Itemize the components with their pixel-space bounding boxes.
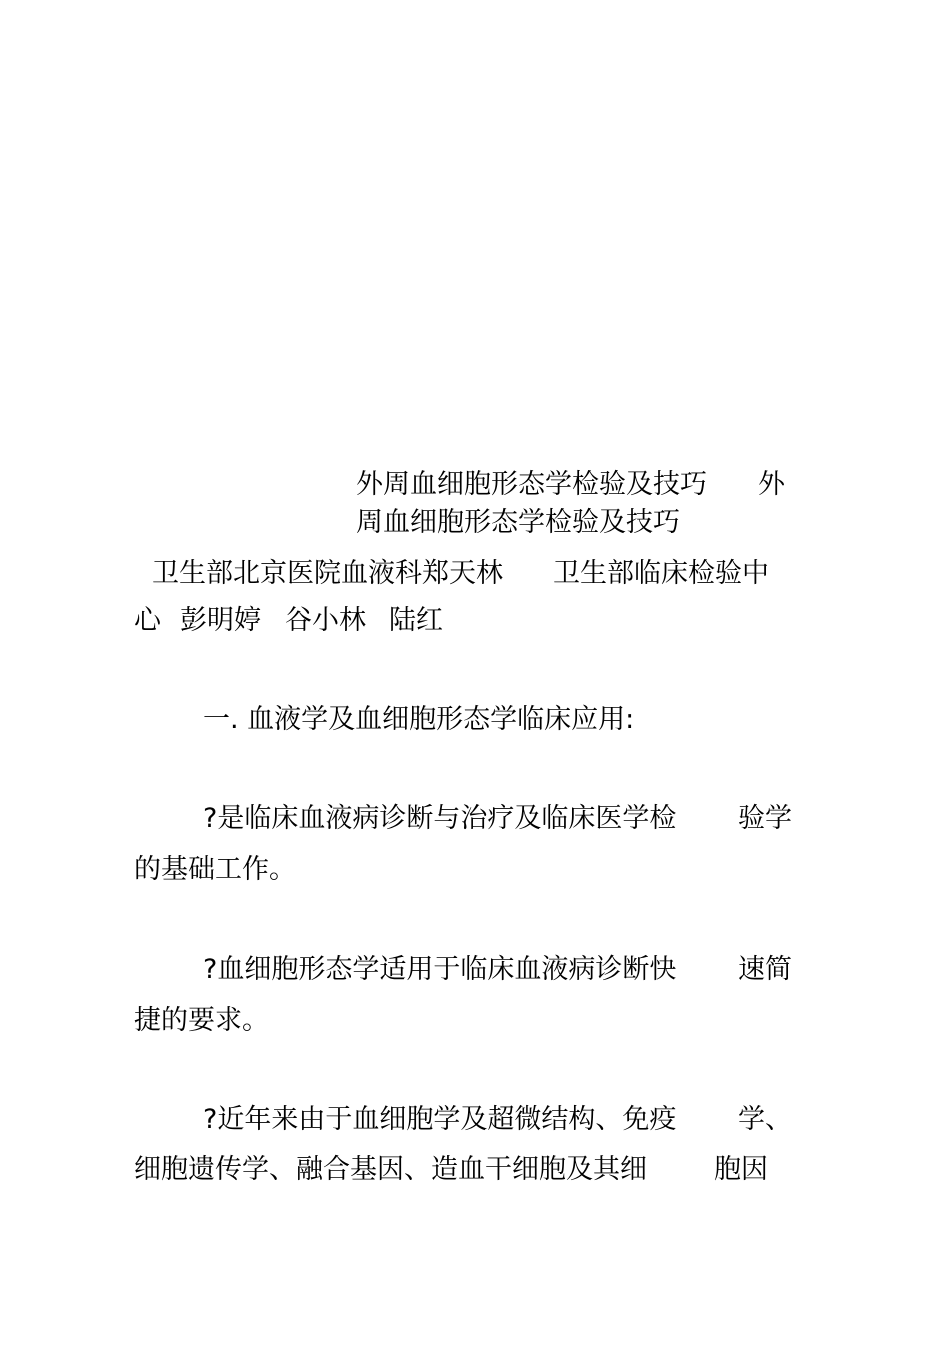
authors-line1-a: 卫生部北京医院血液科郑天林 <box>152 558 503 589</box>
authors-line2-b: 彭明婷 <box>180 605 261 636</box>
section-1-heading: 一. 血液学及血细胞形态学临床应用: <box>203 704 635 735</box>
authors-line2-a: 心 <box>134 605 161 636</box>
bullet-2-line1-b: 速简 <box>738 954 792 985</box>
bullet-3-line1-a: ?近年来由于血细胞学及超微结构、免疫 <box>203 1104 677 1135</box>
authors-line2-c: 谷小林 <box>285 605 366 636</box>
title-line2: 周血细胞形态学检验及技巧 <box>356 507 680 538</box>
title-line1-main: 外周血细胞形态学检验及技巧 <box>356 469 707 500</box>
bullet-3-line2-b: 胞因 <box>714 1154 768 1185</box>
bullet-1-line1-a: ?是临床血液病诊断与治疗及临床医学检 <box>203 803 677 834</box>
bullet-3-line2-a: 细胞遗传学、融合基因、造血干细胞及其细 <box>134 1154 647 1185</box>
bullet-1-line1-b: 验学 <box>738 803 792 834</box>
bullet-2-line1-a: ?血细胞形态学适用于临床血液病诊断快 <box>203 954 677 985</box>
bullet-1-line2: 的基础工作。 <box>134 854 296 885</box>
authors-line2-d: 陆红 <box>389 605 443 636</box>
bullet-2-line2: 捷的要求。 <box>134 1005 269 1036</box>
bullet-3-line1-b: 学、 <box>738 1104 792 1135</box>
authors-line1-b: 卫生部临床检验中 <box>553 558 769 589</box>
title-line1-tail: 外 <box>758 469 785 500</box>
